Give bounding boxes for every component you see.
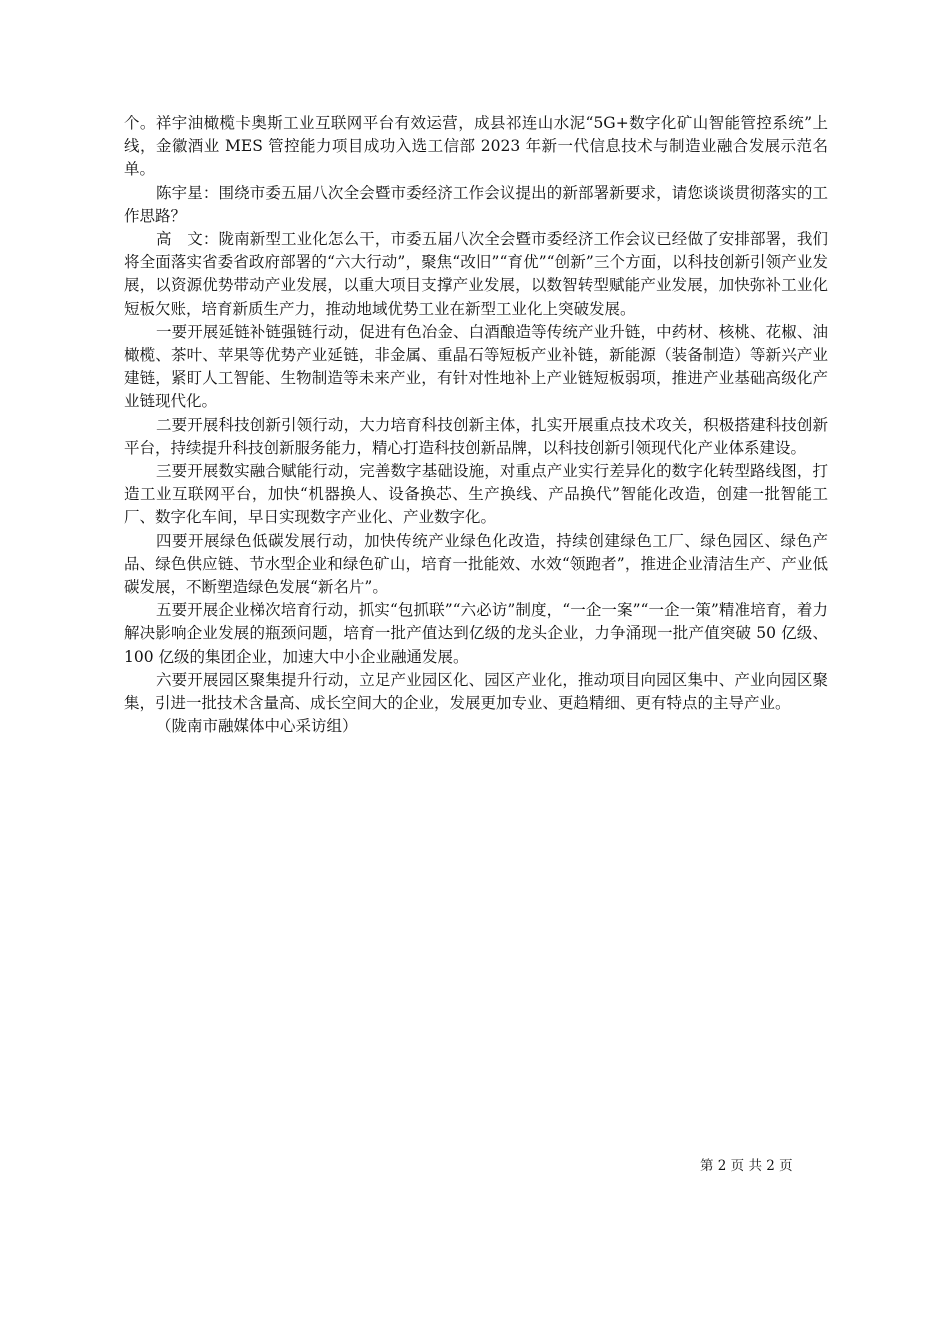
action-item-2: 二要开展科技创新引领行动，大力培育科技创新主体，扎实开展重点技术攻关，积极搭建科技创新平台，持续提升科技创新服务能力，精心打造科技创新品牌，以科技创新引领现代化产业体系建设。 xyxy=(124,415,828,457)
interview-answer: 高 文：陇南新型工业化怎么干，市委五届八次全会暨市委经济工作会议已经做了安排部署，我们将全面落实省委省政府部署的“六大行动”，聚焦“改旧”“育优”“创新”三个方面，以科技创新引领产业发展，以资源优势带动产业发展，以重大项目支撑产业发展，以数智转型赋能产业发展，加快弥补工业化短板欠账，培育新质生产力，推动地域优势工业在新型工业化上突破发展。 xyxy=(124,230,828,318)
action-item-4: 四要开展绿色低碳发展行动，加快传统产业绿色化改造，持续创建绿色工厂、绿色园区、绿色产品、绿色供应链、节水型企业和绿色矿山，培育一批能效、水效“领跑者”，推进企业清洁生产、产业低碳发展，不断塑造绿色发展“新名片”。 xyxy=(124,531,828,597)
action-item-6: 六要开展园区聚集提升行动，立足产业园区化、园区产业化，推动项目向园区集中、产业向园区聚集，引进一批技术含量高、成长空间大的企业，发展更加专业、更趋精细、更有特点的主导产业。 xyxy=(124,670,828,713)
article-byline: （陇南市融媒体中心采访组） xyxy=(156,717,358,736)
action-item-1: 一要开展延链补链强链行动，促进有色冶金、白酒酿造等传统产业升链，中药材、核桃、花椒、油橄榄、茶叶、苹果等优势产业延链，非金属、重晶石等短板产业补链，新能源（装备制造）等新兴产业建链，紧盯人工智能、生物制造等未来产业，有针对性地补上产业链短板弱项，推进产业基础高级化产业链现代化。 xyxy=(124,322,828,411)
interview-question: 陈宇星：围绕市委五届八次全会暨市委经济工作会议提出的新部署新要求，请您谈谈贯彻落实的工作思路？ xyxy=(124,183,828,225)
action-item-5: 五要开展企业梯次培育行动，抓实“包抓联”“六必访”制度，“一企一案”“一企一策”精准培育，着力解决影响企业发展的瓶颈问题，培育一批产值达到亿级的龙头企业，力争涌现一批产值突破 50 亿级、100 亿级的集团企业，加速大中小企业融通发展。 xyxy=(124,601,828,666)
article-paragraph: 个。祥宇油橄榄卡奥斯工业互联网平台有效运营，成县祁连山水泥“5G+数字化矿山智能管控系统”上线，金徽酒业 MES 管控能力项目成功入选工信部 2023 年新一代信息技术与制造业融合发展示范名单。 xyxy=(124,114,828,179)
article-body xyxy=(124,112,828,738)
page-number-footer: 第 2 页 共 2 页 xyxy=(700,1158,793,1174)
action-item-3: 三要开展数实融合赋能行动，完善数字基础设施，对重点产业实行差异化的数字化转型路线图，打造工业互联网平台，加快“机器换人、设备换芯、生产换线、产品换代”智能化改造，创建一批智能工厂、数字化车间，早日实现数字产业化、产业数字化。 xyxy=(124,462,828,527)
